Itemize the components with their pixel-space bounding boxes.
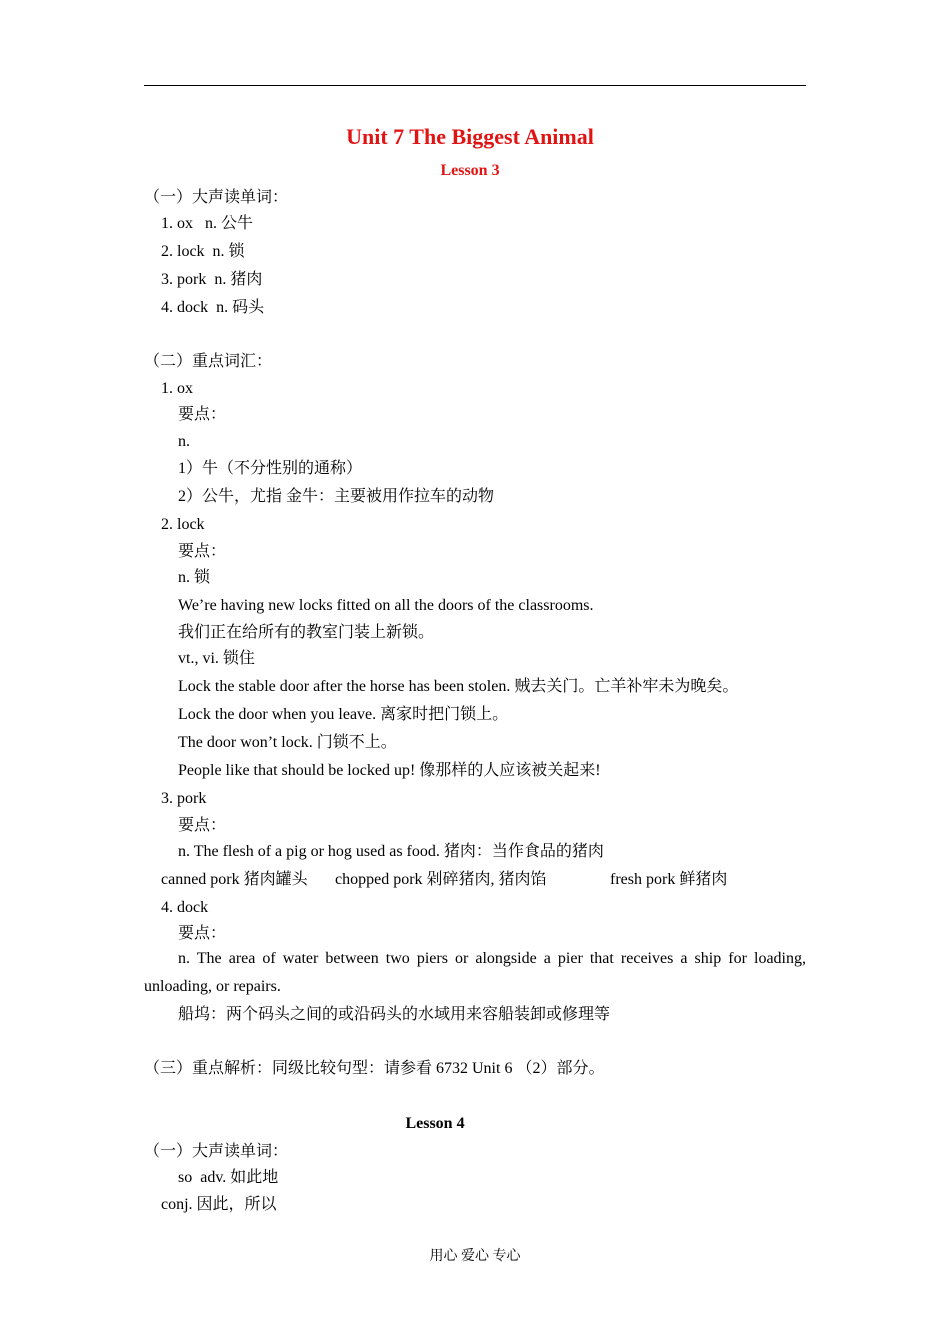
word-item: 1. ox n. 公牛	[161, 215, 254, 232]
dock-definition: n. The area of water between two piers or alongside a pier that receives a ship for loading, unloading, or repairs.	[144, 950, 806, 995]
word-item: so adv. 如此地	[178, 1169, 279, 1186]
part-of-speech: n.	[178, 433, 190, 450]
page-title: Unit 7 The Biggest Animal	[346, 124, 594, 149]
section-heading-key-vocab: （二）重点词汇：	[144, 353, 273, 370]
points-label: 要点：	[178, 406, 227, 423]
phrase: chopped pork 剁碎猪肉, 猪肉馅	[335, 871, 547, 888]
definition: 2）公牛，尤指 金牛：主要被用作拉车的动物	[178, 488, 495, 505]
example-sentence: We’re having new locks fitted on all the doors of the classrooms.	[178, 597, 594, 614]
definition: vt., vi. 锁住	[178, 650, 255, 667]
word-item: 3. pork n. 猪肉	[161, 271, 263, 288]
example-sentence: Lock the stable door after the horse has been stolen. 贼去关门。亡羊补牢未为晚矣。	[178, 678, 739, 695]
section-heading-analysis: （三）重点解析：同级比较句型：请参看 6732 Unit 6 （2）部分。	[144, 1060, 605, 1077]
points-label: 要点：	[178, 543, 227, 560]
word-item: conj. 因此，所以	[161, 1196, 277, 1213]
example-sentence: The door won’t lock. 门锁不上。	[178, 734, 397, 751]
word-item: 4. dock n. 码头	[161, 299, 265, 316]
word-item: 2. lock n. 锁	[161, 243, 245, 260]
vocab-head-ox: 1. ox	[161, 380, 193, 397]
section-heading-read-words: （一）大声读单词：	[144, 1143, 289, 1160]
lesson3-heading: Lesson 3	[440, 162, 500, 179]
page-footer: 用心 爱心 专心	[429, 1249, 521, 1264]
definition: 1）牛（不分性别的通称）	[178, 460, 363, 477]
vocab-head-lock: 2. lock	[161, 516, 205, 533]
header-rule	[144, 85, 806, 86]
example-sentence: Lock the door when you leave. 离家时把门锁上。	[178, 706, 509, 723]
phrase: canned pork 猪肉罐头	[161, 871, 308, 888]
points-label: 要点：	[178, 817, 227, 834]
definition: 船坞：两个码头之间的或沿码头的水域用来容船装卸或修理等	[178, 1006, 611, 1023]
example-sentence: People like that should be locked up! 像那样的人应该被关起来!	[178, 762, 601, 779]
vocab-head-dock: 4. dock	[161, 899, 209, 916]
lesson4-heading: Lesson 4	[405, 1115, 465, 1132]
vocab-head-pork: 3. pork	[161, 790, 207, 807]
definition: n. The flesh of a pig or hog used as food. 猪肉：当作食品的猪肉	[178, 843, 604, 860]
section-heading-read-words: （一）大声读单词：	[144, 189, 289, 206]
definition: n. 锁	[178, 569, 211, 586]
example-translation: 我们正在给所有的教室门装上新锁。	[178, 624, 435, 641]
phrase: fresh pork 鲜猪肉	[610, 871, 728, 888]
points-label: 要点：	[178, 925, 227, 942]
